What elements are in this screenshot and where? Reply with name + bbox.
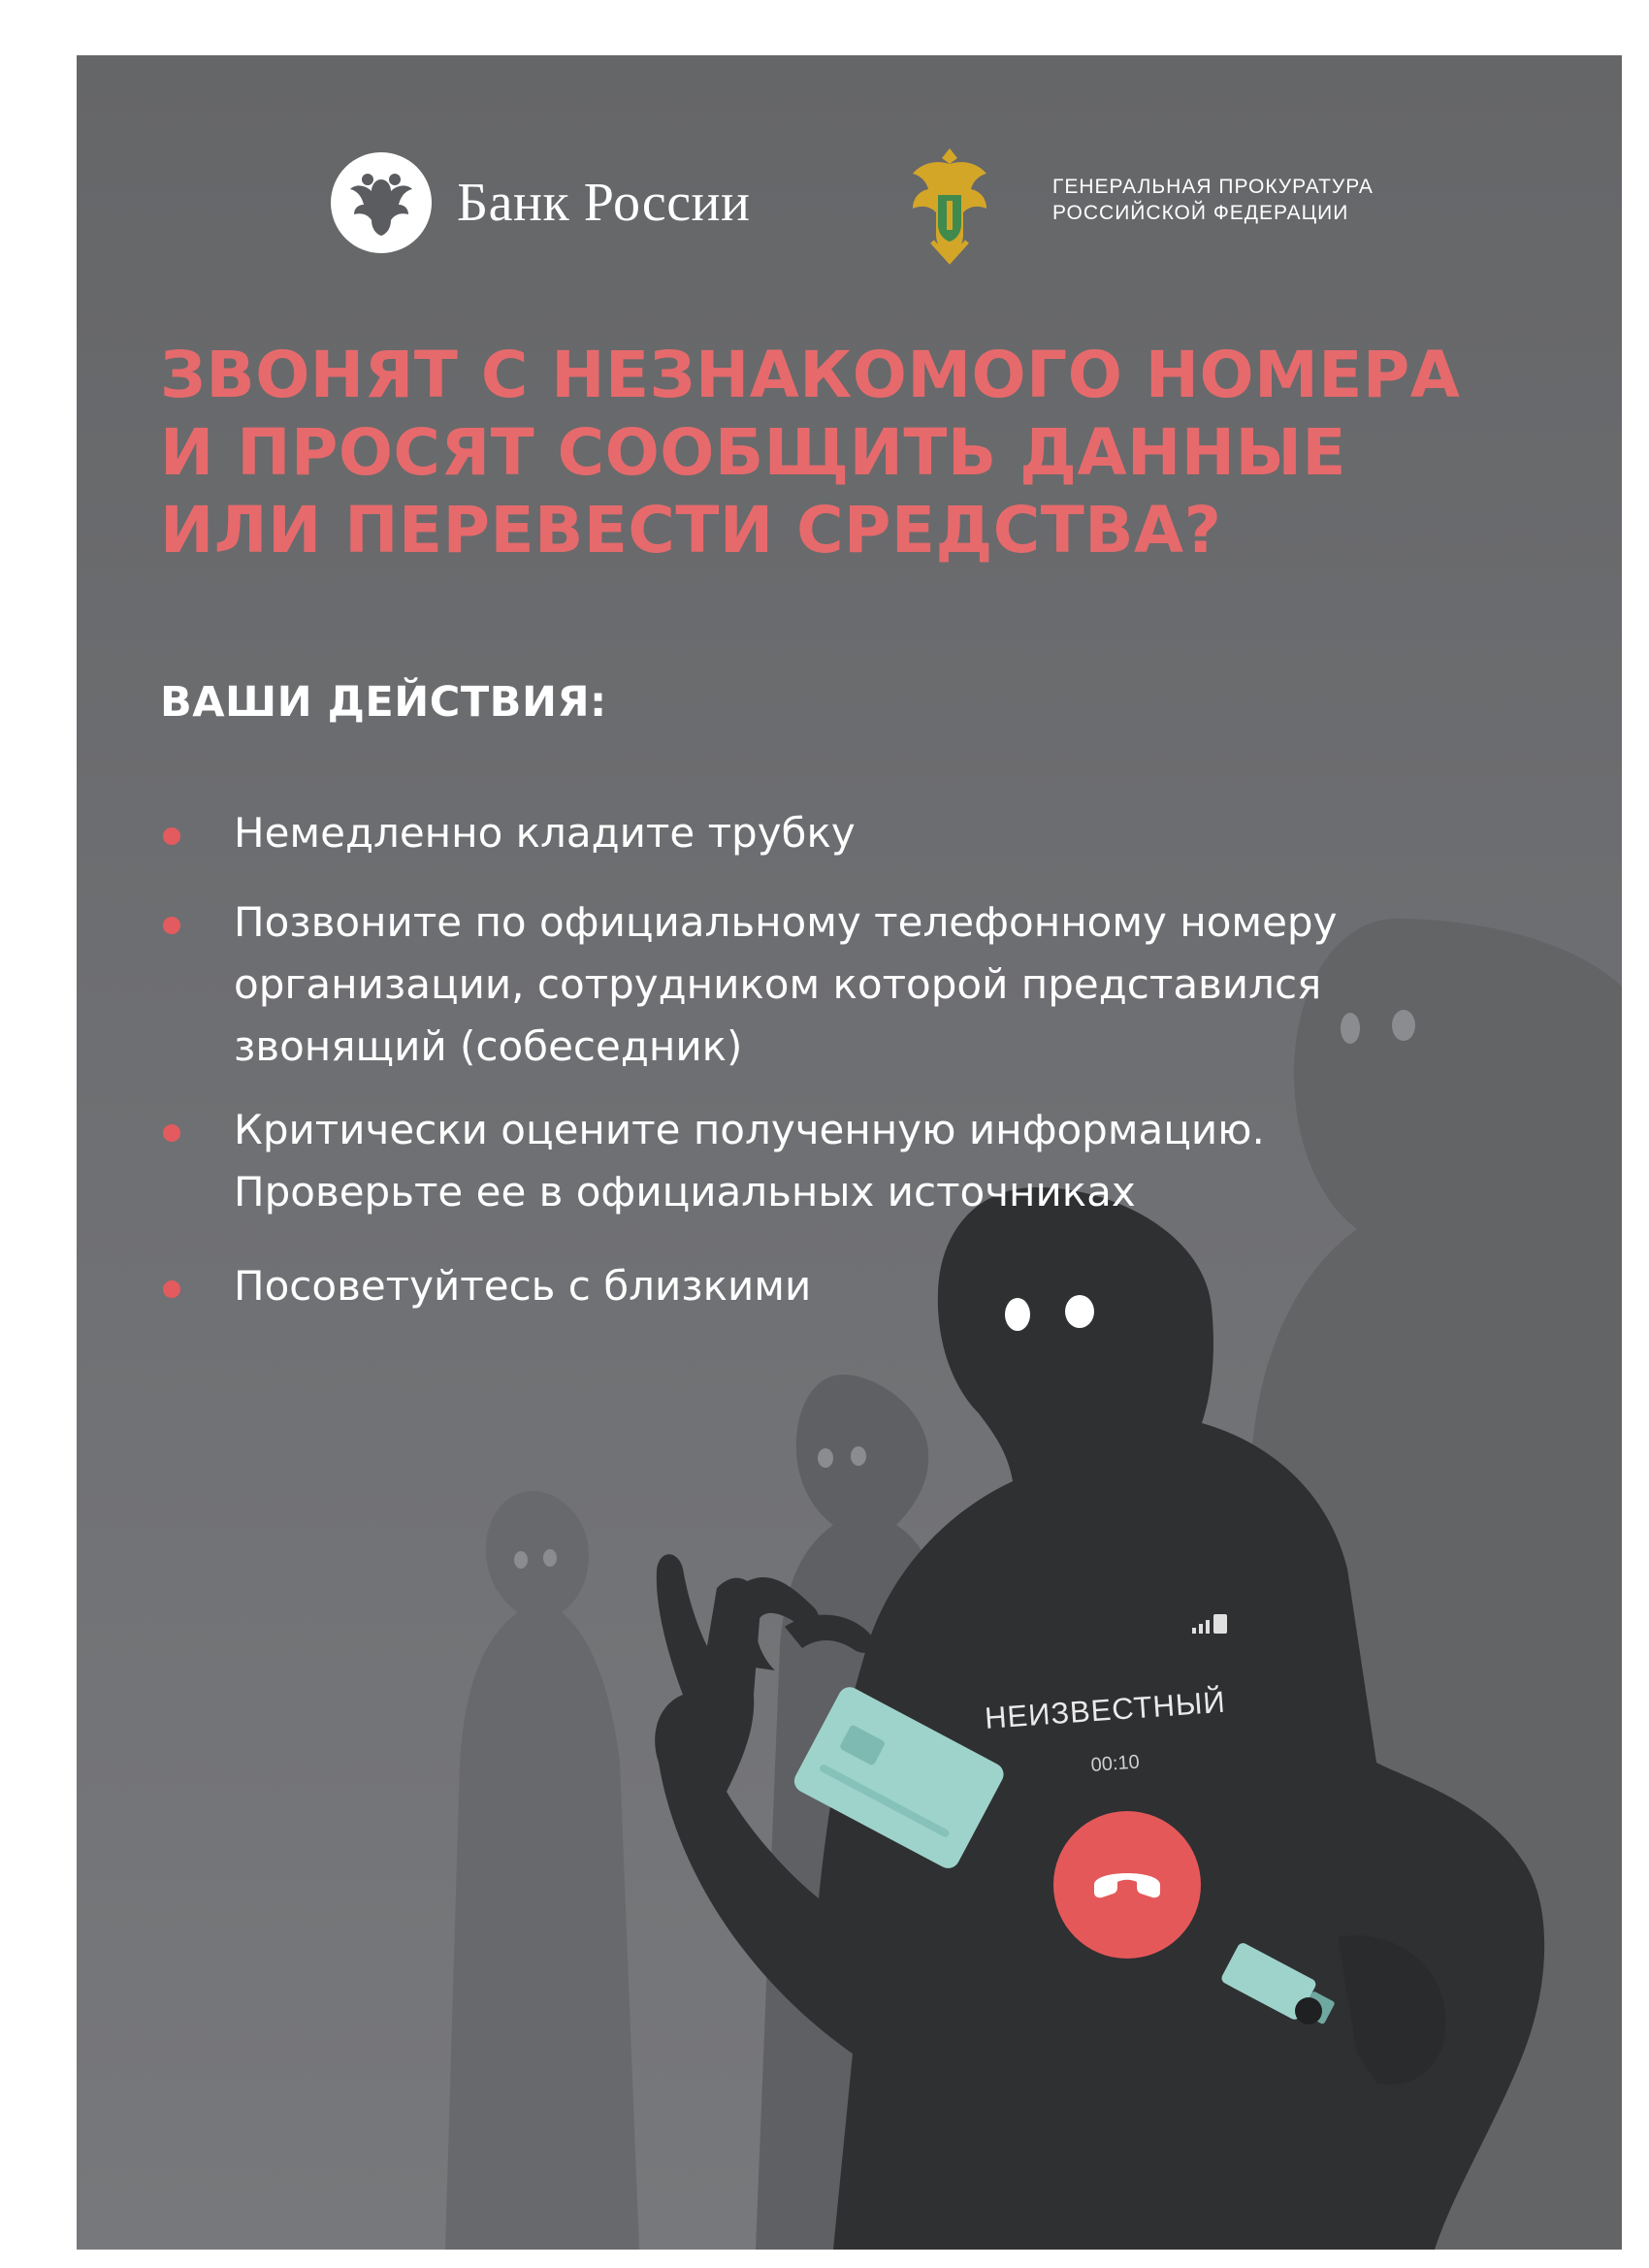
- action-2-line-2: организации, сотрудником которой представился: [234, 960, 1322, 1008]
- action-3-line-2: Проверьте ее в официальных источниках: [234, 1168, 1136, 1215]
- bullet-icon: [163, 917, 180, 934]
- headline-line-1: ЗВОНЯТ С НЕЗНАКОМОГО НОМЕРА: [160, 338, 1461, 412]
- actions-title: ВАШИ ДЕЙСТВИЯ:: [160, 678, 607, 727]
- headline-line-3: ИЛИ ПЕРЕВЕСТИ СРЕДСТВА?: [160, 493, 1222, 567]
- action-text: [234, 802, 856, 864]
- caller-name: НЕИЗВЕСТНЫЙ: [984, 1684, 1227, 1735]
- call-timer: 00:10: [1090, 1751, 1141, 1776]
- signal-bars-icon: [1192, 1612, 1231, 1634]
- header-logos: [77, 55, 1622, 308]
- bullet-icon: [163, 1280, 180, 1298]
- bank-of-russia-logo[interactable]: [329, 150, 751, 257]
- action-2-line-3: звонящий (собеседник): [234, 1022, 743, 1070]
- bullet-icon: [163, 827, 180, 845]
- coat-of-arms-icon: [903, 141, 996, 265]
- headline: [160, 337, 1576, 569]
- bank-name: Банк России: [457, 173, 751, 233]
- poster: [77, 55, 1622, 2250]
- action-2-line-1: Позвоните по официальному телефонному номеру: [234, 898, 1338, 946]
- prosecutor-general-logo[interactable]: [903, 141, 1446, 267]
- action-4-line-1: Посоветуйтесь с близкими: [234, 1262, 812, 1310]
- headline-line-2: И ПРОСЯТ СООБЩИТЬ ДАННЫЕ: [160, 415, 1346, 490]
- prosecutor-name-line-2: РОССИЙСКОЙ ФЕДЕРАЦИИ: [1052, 202, 1349, 224]
- phone-hangup-icon: [1088, 1856, 1166, 1914]
- decline-call-button[interactable]: [1053, 1811, 1201, 1959]
- bullet-icon: [163, 1124, 180, 1142]
- action-text: [234, 1255, 811, 1317]
- action-3-line-1: Критически оцените полученную информацию.: [234, 1106, 1265, 1153]
- action-1-line-1: Немедленно кладите трубку: [234, 809, 856, 857]
- prosecutor-name: [1052, 174, 1374, 226]
- action-text: [234, 1099, 1265, 1223]
- prosecutor-name-line-1: ГЕНЕРАЛЬНАЯ ПРОКУРАТУРА: [1052, 176, 1374, 198]
- double-headed-eagle-icon: [329, 150, 434, 255]
- action-text: [234, 891, 1337, 1078]
